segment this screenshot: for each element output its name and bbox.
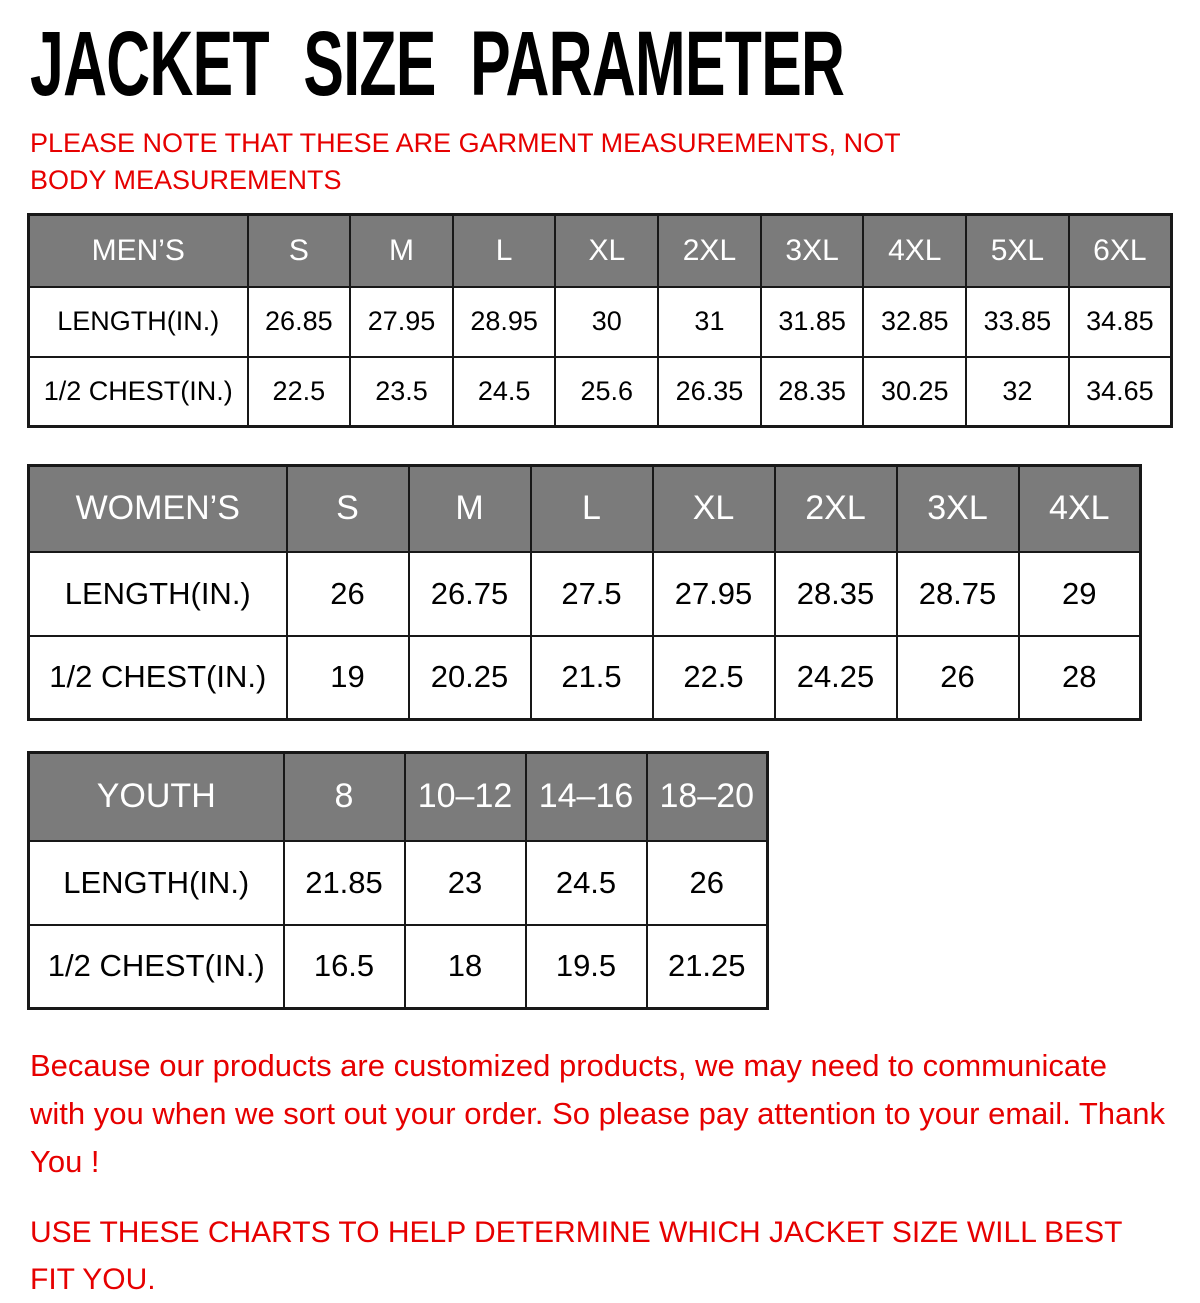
mens-measurement-row bbox=[29, 287, 1172, 357]
mens-size-column-header: S bbox=[248, 215, 351, 287]
womens-header-row bbox=[29, 466, 1141, 552]
womens-measurement-value: 28.35 bbox=[775, 552, 897, 636]
mens-measurement-value: 28.35 bbox=[761, 357, 864, 427]
mens-size-column-header: 3XL bbox=[761, 215, 864, 287]
youth-size-table bbox=[27, 751, 769, 1010]
womens-measurement-row bbox=[29, 636, 1141, 720]
mens-measurement-value: 32 bbox=[966, 357, 1069, 427]
youth-measurement-value: 24.5 bbox=[526, 841, 647, 925]
womens-size-column-header: S bbox=[287, 466, 409, 552]
womens-measurement-value: 21.5 bbox=[531, 636, 653, 720]
mens-table-title: MEN’S bbox=[29, 215, 248, 287]
womens-size-column-header: XL bbox=[653, 466, 775, 552]
youth-measurement-value: 19.5 bbox=[526, 925, 647, 1009]
womens-table-title: WOMEN’S bbox=[29, 466, 287, 552]
youth-table-title: YOUTH bbox=[29, 753, 284, 841]
youth-size-column-header: 18–20 bbox=[647, 753, 768, 841]
mens-measurement-value: 24.5 bbox=[453, 357, 556, 427]
youth-measurement-row bbox=[29, 841, 768, 925]
mens-measurement-value: 34.85 bbox=[1069, 287, 1172, 357]
mens-measurement-value: 22.5 bbox=[248, 357, 351, 427]
youth-header-row bbox=[29, 753, 768, 841]
mens-header-row bbox=[29, 215, 1172, 287]
womens-row-label: LENGTH(IN.) bbox=[29, 552, 287, 636]
mens-measurement-value: 26.85 bbox=[248, 287, 351, 357]
mens-measurement-value: 30 bbox=[555, 287, 658, 357]
womens-measurement-value: 27.5 bbox=[531, 552, 653, 636]
youth-row-label: 1/2 CHEST(IN.) bbox=[29, 925, 284, 1009]
page-title: JACKET SIZE PARAMETER bbox=[30, 13, 845, 115]
mens-size-column-header: L bbox=[453, 215, 556, 287]
womens-size-column-header: L bbox=[531, 466, 653, 552]
mens-measurement-value: 33.85 bbox=[966, 287, 1069, 357]
womens-measurement-value: 28.75 bbox=[897, 552, 1019, 636]
womens-row-label: 1/2 CHEST(IN.) bbox=[29, 636, 287, 720]
womens-measurement-value: 26 bbox=[287, 552, 409, 636]
youth-measurement-value: 26 bbox=[647, 841, 768, 925]
womens-measurement-value: 26.75 bbox=[409, 552, 531, 636]
jacket-size-chart-page bbox=[0, 13, 1200, 1303]
mens-size-column-header: 2XL bbox=[658, 215, 761, 287]
womens-size-column-header: 3XL bbox=[897, 466, 1019, 552]
youth-measurement-value: 16.5 bbox=[284, 925, 405, 1009]
womens-measurement-value: 24.25 bbox=[775, 636, 897, 720]
mens-measurement-value: 27.95 bbox=[350, 287, 453, 357]
womens-measurement-value: 28 bbox=[1019, 636, 1141, 720]
womens-size-column-header: 2XL bbox=[775, 466, 897, 552]
mens-size-column-header: M bbox=[350, 215, 453, 287]
womens-size-column-header: M bbox=[409, 466, 531, 552]
youth-measurement-value: 18 bbox=[405, 925, 526, 1009]
mens-measurement-row bbox=[29, 357, 1172, 427]
mens-measurement-value: 23.5 bbox=[350, 357, 453, 427]
mens-size-table bbox=[27, 213, 1173, 428]
mens-size-column-header: 5XL bbox=[966, 215, 1069, 287]
customization-contact-note: Because our products are customized products, we may need to communicate with you when we sort out your order. So please pay attention to your email. Thank You ! bbox=[30, 1048, 1166, 1180]
mens-measurement-value: 32.85 bbox=[863, 287, 966, 357]
womens-measurement-value: 27.95 bbox=[653, 552, 775, 636]
mens-row-label: LENGTH(IN.) bbox=[29, 287, 248, 357]
youth-row-label: LENGTH(IN.) bbox=[29, 841, 284, 925]
womens-measurement-value: 22.5 bbox=[653, 636, 775, 720]
youth-size-column-header: 8 bbox=[284, 753, 405, 841]
mens-measurement-value: 25.6 bbox=[555, 357, 658, 427]
womens-measurement-value: 26 bbox=[897, 636, 1019, 720]
mens-measurement-value: 34.65 bbox=[1069, 357, 1172, 427]
womens-size-table bbox=[27, 464, 1142, 721]
womens-measurement-value: 19 bbox=[287, 636, 409, 720]
womens-size-column-header: 4XL bbox=[1019, 466, 1141, 552]
mens-size-column-header: XL bbox=[555, 215, 658, 287]
youth-size-column-header: 10–12 bbox=[405, 753, 526, 841]
youth-measurement-value: 21.25 bbox=[647, 925, 768, 1009]
mens-measurement-value: 31.85 bbox=[761, 287, 864, 357]
youth-size-column-header: 14–16 bbox=[526, 753, 647, 841]
mens-measurement-value: 28.95 bbox=[453, 287, 556, 357]
mens-measurement-value: 30.25 bbox=[863, 357, 966, 427]
mens-size-column-header: 4XL bbox=[863, 215, 966, 287]
womens-measurement-value: 29 bbox=[1019, 552, 1141, 636]
mens-row-label: 1/2 CHEST(IN.) bbox=[29, 357, 248, 427]
womens-measurement-value: 20.25 bbox=[409, 636, 531, 720]
youth-measurement-row bbox=[29, 925, 768, 1009]
mens-measurement-value: 31 bbox=[658, 287, 761, 357]
mens-size-column-header: 6XL bbox=[1069, 215, 1172, 287]
mens-measurement-value: 26.35 bbox=[658, 357, 761, 427]
youth-measurement-value: 23 bbox=[405, 841, 526, 925]
chart-usage-note: USE THESE CHARTS TO HELP DETERMINE WHICH JACKET SIZE WILL BEST FIT YOU. bbox=[30, 1216, 1122, 1296]
youth-measurement-value: 21.85 bbox=[284, 841, 405, 925]
garment-measurement-note: PLEASE NOTE THAT THESE ARE GARMENT MEASUREMENTS, NOT BODY MEASUREMENTS bbox=[30, 127, 901, 195]
womens-measurement-row bbox=[29, 552, 1141, 636]
